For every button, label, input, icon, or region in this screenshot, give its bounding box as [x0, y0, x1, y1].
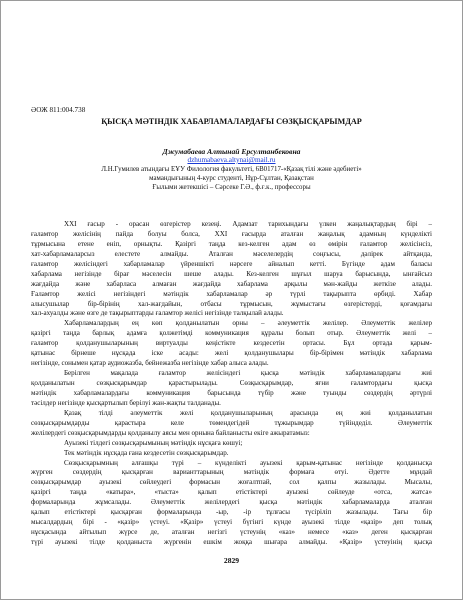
author-email	[1, 156, 462, 164]
page-number: 2829	[223, 556, 240, 565]
body-line: сөзқысқарымдарды қарастыра келе төмендегідей тұжырымдар түйіндеділ. Әлеуметтік	[31, 418, 432, 427]
body-line: қатынас бірнеше нұсқада іске асады: желі қолданушылары бір-бірімен мәтіндік хабарлама	[31, 349, 432, 358]
body-line: Ғаламтор желісі негізіндегі мәтіндік хабарламалар әр түрлі тақырыпта өрбиді. Хабар	[31, 289, 432, 298]
body-line: хал-ахуалды және өзге де тақырыптарды ғаламтор желісі негізінде талқылай алады.	[31, 309, 284, 318]
body-line: нұсқасында айтылып жүрсе де, аталған негізгі үстеунің «каз» немесе «каз» деген қысқарған	[31, 528, 432, 537]
body-line: Сөзқысқарымның алғашқы түрі – күнделікті ауызекі қарым-қатынас негізінде қолданысқа	[64, 458, 432, 467]
body-line: ғаламтор желісіндегі хабарламалар үйреншікті нәрсеге айналып кетті. Бүгінде адам баласы	[31, 259, 432, 268]
affiliation-line: Л.Н.Гумилев атындағы ЕҰУ Филология факультеті, 6В01717-«Қазақ тілі және әдебиеті»	[101, 166, 362, 173]
body-line: жағдайда және хабарласа алмаған жағдайда хабарлама арқылы мән-жайды жеткізе алады.	[31, 279, 432, 288]
body-line: хабарлама негізінде бірағ мәселесін шеше алады. Кез-келген шұғыл шаруа барысында, ынғайсыз	[31, 269, 432, 278]
body-line: формаларында жұмсалады. Әлеуметтік желілердегі қысқа мәтіндік хабарламаларда аталған	[31, 498, 432, 507]
body-line: Ауызекі тілдегі сөзқысқарымының мәтіндік нұсқаға көшуі;	[64, 438, 243, 447]
body-line: тұрмысына етене еніп, орнықты. Қазіргі таңда кез-келген адам өз өмірін ғаламтор желісінсіз,	[31, 239, 432, 248]
author-name: Джумабаева Алтынай Ерсултанбековна	[162, 147, 301, 156]
body-line: хат-хабарламаларсыз елестете алмайды. Аталған мәселелердің соңғысы, дәлірек айтқанда,	[31, 249, 432, 258]
supervisor-line: Ғылыми жетекшісі – Сәрсеке Г.Ә., ф.ғ.к., профессоры	[152, 183, 311, 191]
affiliation-line: мамандығының 4-курс студенті, Нұр-Сұлтан, Қазақстан	[149, 174, 314, 182]
affiliation-block	[45, 166, 418, 193]
body-line: қалып етістіктері қысқарған формаларында -ыр, -ір тұлғасы түсіріліп жазылады. Тағы бір	[31, 508, 432, 517]
body-line: мысалдардың бірі - «қазір» үстеуі. «Қазір» үстеуі бүгінгі күнде ауызекі тілде «қазір» деп толық	[31, 518, 432, 527]
body-line: желілердегі сөзқысқарымдарды қолданылу аясы мен орнына байланысты екіге ажыратамыз:	[31, 428, 310, 437]
body-line: Берілген мақалада ғаламтор желісіндегі қысқа мәтіндік хабарламалардағы жиі	[64, 369, 432, 378]
body-line: ғаламтор желісінің пайда болуы болса, XXI ғасырда аталған жаңалық адамның күнделікті	[31, 229, 432, 238]
udk-code: ӘОЖ 811:004.738	[31, 106, 86, 114]
article-title: ҚЫСҚА МӘТІНДІК ХАБАРЛАМАЛАРДАҒЫ СӨЗҚЫСҚАРЫМДАР	[101, 117, 362, 126]
body-line: жүрген сөздердің қысқарған варианттарының мәтіндік формаға өтуі. Әдетте мұндай	[31, 468, 432, 477]
body-line: Хабарламалардың ең көп қолданылатын орны – әлеуметтік желілер. Әлеуметтік желілер	[64, 319, 432, 328]
body-line: қолданылатын сөзқысқарымдар қарастырылады. Сөзқысқарымдар, яғни ғаламтордағы қысқа	[31, 379, 432, 387]
body-line: негізінде, сонымен қатар аудиожазба, бейнежазба негізінде хабар алыса алады.	[31, 359, 269, 368]
body-line: тәсілдер негізінде қысқартылып берілуі жан-жақты талданады.	[31, 398, 221, 407]
body-line: Қазақ тілді әлеуметтік желі қолданушыларының арасында ең жиі қолданылатын	[64, 408, 432, 417]
body-line: мәтіндік хабарламалардағы коммуникация барысында түбір және туынды сөздердің әртүрлі	[31, 388, 432, 397]
body-line: қазіргі таңда «катыра», «тыста» қалып етістіктері ауызекі сөйлеуде «отса, жатса»	[31, 488, 432, 497]
body-line: ғаламтор қолданушыларының виртуалды кеңістікте кездесетін ортасы. Бұл ортада қарым-	[31, 339, 432, 348]
body-line: XXI ғасыр - орасан өзгерістер кезеңі. Адамзат тарихындағы үлкен жаңалықтардың бірі –	[64, 220, 432, 228]
body-line: сөзқысқарымдар ауызекі сөйлеудегі формасын жоғалтпай, сол қалпы жазылады. Мысалы,	[31, 478, 432, 487]
body-line: түрі ауызекі тілде қолданыста жүргенін ешкім жоққа шығара алмайды. «Қазір» үстеуінің қысқа	[31, 538, 432, 546]
body-line: Тек мәтіндік нұсқада ғана кездесетін сөзқысқарымдар.	[64, 448, 229, 457]
article-body	[31, 220, 432, 548]
body-line: қазіргі таңда барлық адамға қолжетімді коммуникация құралы болып отыр. Әлеуметтік желі –	[31, 329, 432, 338]
body-line: алысушылар бір-бірінің хал-жағдайын, отбасы тұрмысын, жұмыстағы өзгерістерді, қоғамдағы	[31, 299, 432, 308]
email-link[interactable]: dzhumabaeva.altynai@mail.ru	[187, 156, 276, 164]
